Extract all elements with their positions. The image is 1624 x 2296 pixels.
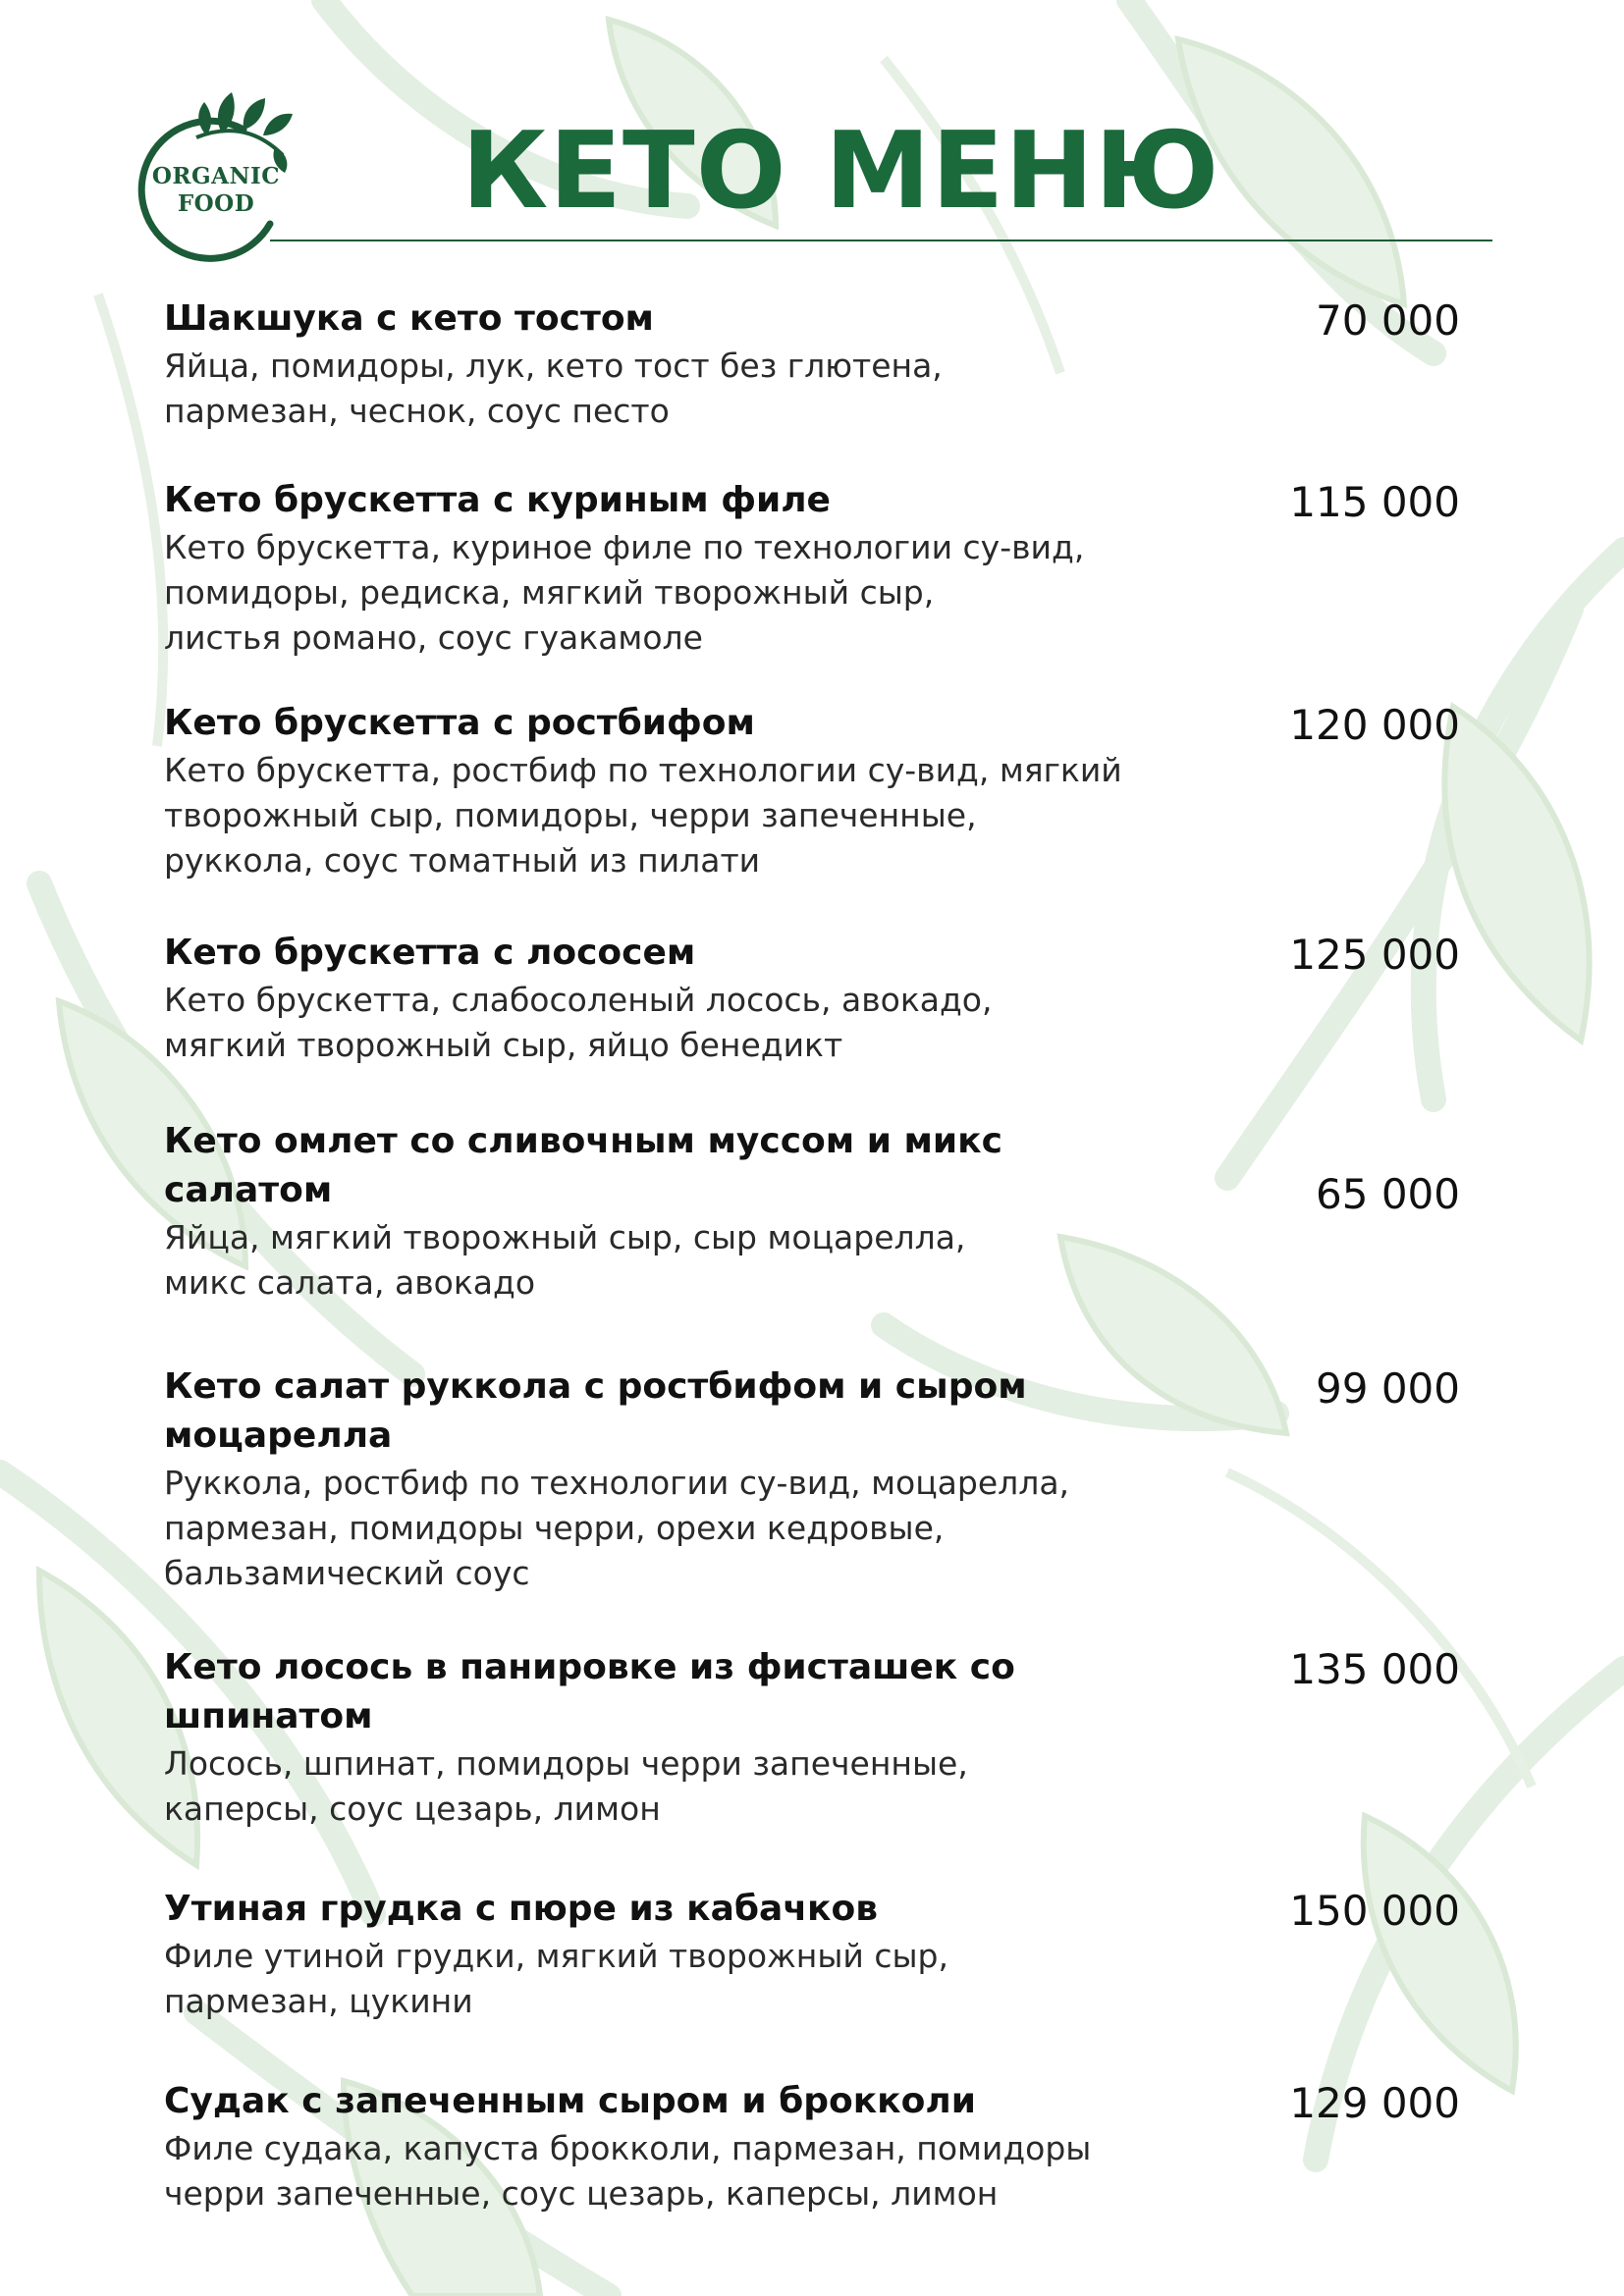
menu-item-price: 125 000 bbox=[1289, 931, 1460, 979]
menu-item-price: 70 000 bbox=[1316, 296, 1460, 345]
menu-item-price: 99 000 bbox=[1316, 1364, 1460, 1413]
menu-item bbox=[164, 1117, 1460, 1306]
logo-text-food: FOOD bbox=[177, 190, 255, 217]
menu-item-description: Филе судака, капуста брокколи, пармезан, помидоры черри запеченные, соус цезарь, каперсы, лимон bbox=[164, 2129, 1092, 2213]
menu-item-price: 120 000 bbox=[1289, 701, 1460, 749]
menu-item-name: Кето лосось в панировке из фисташек со шпинатом bbox=[164, 1647, 1015, 1736]
menu-item bbox=[164, 1643, 1460, 1832]
logo-text-organic: ORGANIC bbox=[151, 163, 281, 189]
menu-item bbox=[164, 2077, 1460, 2216]
menu-item-name: Судак с запеченным сыром и брокколи bbox=[164, 2081, 976, 2121]
menu-item-price: 135 000 bbox=[1289, 1645, 1460, 1693]
menu-item-name: Кето салат руккола с ростбифом и сыром моцарелла bbox=[164, 1366, 1027, 1456]
menu-item-name: Кето омлет со сливочным муссом и микс салатом bbox=[164, 1121, 1002, 1210]
menu-item-description: Яйца, мягкий творожный сыр, сыр моцарелла, микс салата, авокадо bbox=[164, 1218, 966, 1302]
menu-item-price: 150 000 bbox=[1289, 1887, 1460, 1935]
menu-item bbox=[164, 699, 1460, 883]
menu-item-description: Кето брускетта, куриное филе по технологии су-вид, помидоры, редиска, мягкий творожный сыр, листья романо, соус гуакамоле bbox=[164, 528, 1085, 657]
menu-item-price: 115 000 bbox=[1289, 478, 1460, 526]
menu-item-description: Кето брускетта, слабосоленый лосось, авокадо, мягкий творожный сыр, яйцо бенедикт bbox=[164, 981, 993, 1064]
menu-item-name: Шакшука с кето тостом bbox=[164, 298, 654, 339]
menu-item-name: Утиная грудка с пюре из кабачков bbox=[164, 1889, 878, 1929]
menu-item bbox=[164, 1362, 1460, 1596]
menu-item bbox=[164, 294, 1460, 434]
menu-item bbox=[164, 476, 1460, 661]
title-divider bbox=[270, 240, 1492, 241]
menu-item-description: Кето брускетта, ростбиф по технологии су-вид, мягкий творожный сыр, помидоры, черри запеченные, руккола, соус томатный из пилати bbox=[164, 751, 1122, 880]
menu-item-name: Кето брускетта с лососем bbox=[164, 933, 696, 973]
menu-item-name: Кето брускетта с ростбифом bbox=[164, 703, 755, 743]
menu-item bbox=[164, 929, 1460, 1068]
menu-item-price: 65 000 bbox=[1316, 1170, 1460, 1218]
menu-item-price: 129 000 bbox=[1289, 2079, 1460, 2127]
page-title: КЕТО МЕНЮ bbox=[461, 110, 1220, 233]
menu-item-description: Лосось, шпинат, помидоры черри запеченные, каперсы, соус цезарь, лимон bbox=[164, 1744, 968, 1828]
menu-item-name: Кето брускетта с куриным филе bbox=[164, 480, 831, 520]
menu-item-description: Руккола, ростбиф по технологии су-вид, моцарелла, пармезан, помидоры черри, орехи кедровые, бальзамический соус bbox=[164, 1464, 1070, 1592]
organic-food-logo bbox=[128, 79, 295, 265]
menu-item bbox=[164, 1885, 1460, 2024]
menu-item-description: Филе утиной грудки, мягкий творожный сыр, пармезан, цукини bbox=[164, 1937, 948, 2020]
menu-item-description: Яйца, помидоры, лук, кето тост без глютена, пармезан, чеснок, соус песто bbox=[164, 347, 943, 430]
